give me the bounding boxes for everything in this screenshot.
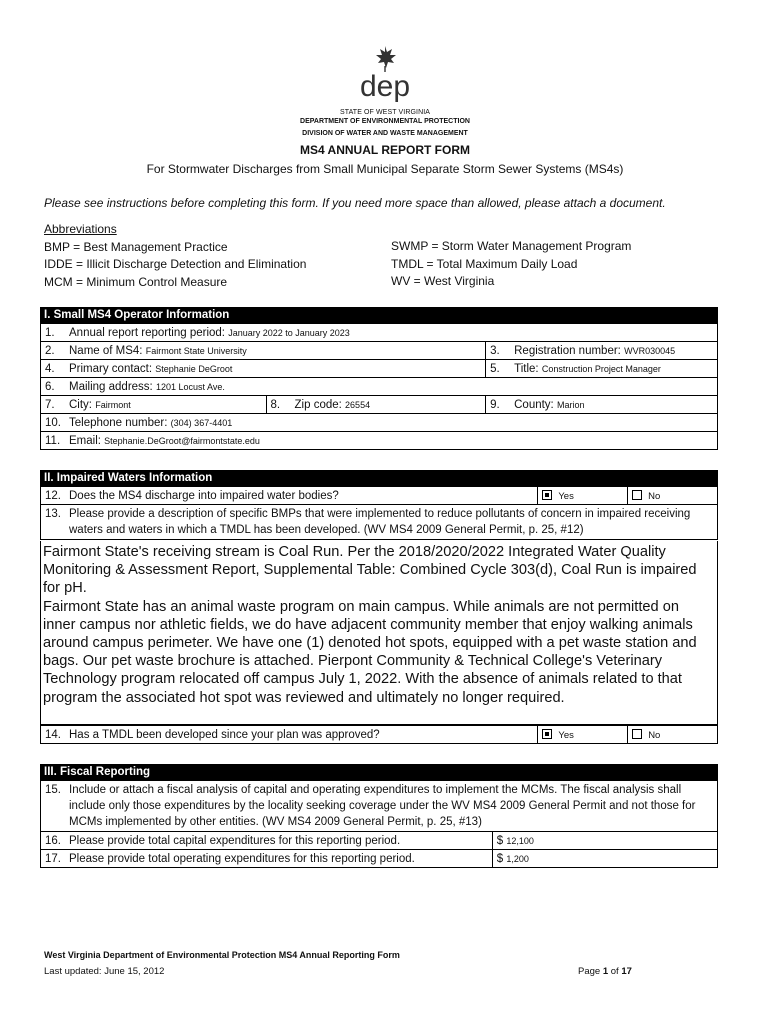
q10-cell[interactable]: 10. Telephone number: (304) 367-4401 bbox=[41, 414, 718, 432]
q14-yes-checkbox[interactable] bbox=[542, 729, 552, 739]
impaired-waters-table bbox=[40, 486, 718, 540]
q11-cell[interactable]: 11. Email: Stephanie.DeGroot@fairmontstate.edu bbox=[41, 432, 718, 450]
instructions-text: Please see instructions before completing this form. If you need more space than allowed, please attach a document. bbox=[44, 196, 666, 210]
answer-paragraph: Fairmont State's receiving stream is Coal Run. Per the 2018/2020/2022 Integrated Water Quality Monitoring & Assessment Report, Supplemental Table: Combined Cycle 303(d), Coal Run is impaired for pH. bbox=[43, 544, 697, 597]
q5-label: Title: bbox=[514, 362, 539, 375]
q14-no-option[interactable]: No bbox=[628, 726, 718, 744]
footer-title: West Virginia Department of Environmental Protection MS4 Annual Reporting Form bbox=[44, 950, 400, 960]
q1-cell[interactable]: 1. Annual report reporting period: January 2022 to January 2023 bbox=[41, 324, 718, 342]
abbreviation-item: IDDE = Illicit Discharge Detection and Elimination bbox=[44, 257, 307, 271]
q11-label: Email: bbox=[69, 434, 101, 447]
q12-label: Does the MS4 discharge into impaired water bodies? bbox=[69, 489, 339, 502]
q6-cell[interactable]: 6. Mailing address: 1201 Locust Ave. bbox=[41, 378, 718, 396]
ms4-name-value[interactable]: Fairmont State University bbox=[145, 345, 247, 356]
title-value[interactable]: Construction Project Manager bbox=[541, 363, 661, 374]
q7-label: City: bbox=[69, 398, 92, 411]
q4-cell[interactable]: 4. Primary contact: Stephanie DeGroot bbox=[41, 360, 486, 378]
svg-text:dep: dep bbox=[359, 70, 411, 102]
q1-label: Annual report reporting period: bbox=[69, 326, 225, 339]
q12-no-checkbox[interactable] bbox=[632, 490, 642, 500]
form-title: MS4 ANNUAL REPORT FORM bbox=[299, 143, 470, 157]
abbreviation-item: TMDL = Total Maximum Daily Load bbox=[391, 256, 578, 271]
mailing-address-value[interactable]: 1201 Locust Ave. bbox=[155, 381, 225, 392]
q15-cell: 15. Include or attach a fiscal analysis of capital and operating expenditures to implement the MCMs. The fiscal analysis shall include only those expenditures by the locality seeking coverage under the WV MS4 2009 General Permit and not those for MCMs implemented by other entities. (WV MS4 2009 General Permit, p. 25, #13) bbox=[41, 781, 718, 832]
page-number: Page 1 of 17 bbox=[578, 966, 632, 977]
q3-cell[interactable]: 3. Registration number: WVR030045 bbox=[486, 342, 718, 360]
section-3-heading: III. Fiscal Reporting bbox=[40, 764, 718, 780]
page-header bbox=[0, 44, 770, 140]
q2-cell[interactable]: 2. Name of MS4: Fairmont State University bbox=[41, 342, 486, 360]
q12-cell: 12. Does the MS4 discharge into impaired water bodies? bbox=[41, 487, 538, 505]
abbreviations-right bbox=[391, 238, 631, 291]
form-subtitle: For Stormwater Discharges from Small Municipal Separate Storm Sewer Systems (MS4s) bbox=[146, 162, 624, 176]
q17-label: Please provide total operating expenditures for this reporting period. bbox=[69, 852, 415, 865]
dep-logo bbox=[340, 44, 430, 102]
section-2-heading: II. Impaired Waters Information bbox=[40, 470, 718, 486]
q7-cell[interactable]: 7. City: Fairmont bbox=[41, 396, 267, 414]
operating-expenditures-value[interactable]: 1,200 bbox=[506, 853, 529, 864]
fiscal-reporting-table bbox=[40, 780, 718, 868]
reporting-period-value[interactable]: January 2022 to January 2023 bbox=[228, 327, 350, 338]
q8-label: Zip code: bbox=[294, 398, 342, 411]
q8-cell[interactable]: 8. Zip code: 26554 bbox=[266, 396, 486, 414]
abbreviation-item: MCM = Minimum Control Measure bbox=[44, 274, 228, 289]
abbreviation-item: WV = West Virginia bbox=[391, 274, 495, 288]
q9-cell[interactable]: 9. County: Marion bbox=[486, 396, 718, 414]
section-1-heading: I. Small MS4 Operator Information bbox=[40, 307, 718, 323]
q13-answer-field[interactable] bbox=[40, 541, 718, 725]
email-value[interactable]: Stephanie.DeGroot@fairmontstate.edu bbox=[104, 435, 260, 446]
q5-cell[interactable]: 5. Title: Construction Project Manager bbox=[486, 360, 718, 378]
q14-no-checkbox[interactable] bbox=[632, 729, 642, 739]
telephone-value[interactable]: (304) 367-4401 bbox=[170, 417, 233, 428]
division-name: DIVISION OF WATER AND WASTE MANAGEMENT bbox=[302, 130, 468, 137]
q16-cell: 16. Please provide total capital expenditures for this reporting period. bbox=[41, 832, 493, 850]
q6-label: Mailing address: bbox=[69, 380, 153, 393]
q12-yes-checkbox[interactable] bbox=[542, 490, 552, 500]
q15-label: Include or attach a fiscal analysis of capital and operating expenditures to implement the MCMs. The fiscal analysis shall include only those expenditures by the locality seeking coverage under the WV MS4 2009 General Permit and not those for MCMs implemented by other entities. (WV MS4 2009 General Permit, p. 25, #13) bbox=[69, 784, 696, 828]
city-value[interactable]: Fairmont bbox=[95, 399, 131, 410]
q14-label: Has a TMDL been developed since your plan was approved? bbox=[69, 728, 380, 741]
operator-info-table bbox=[40, 323, 718, 450]
operating-expenditures-field[interactable]: $ 1,200 bbox=[492, 850, 717, 868]
q13-cell: 13. Please provide a description of specific BMPs that were implemented to reduce pollutants of concern in impaired receiving waters and waters in which a TMDL has been developed. (WV MS4 2009 General Permit, p. 25, #12) bbox=[41, 505, 718, 540]
county-value[interactable]: Marion bbox=[556, 399, 585, 410]
zip-code-value[interactable]: 26554 bbox=[345, 399, 371, 410]
capital-expenditures-value[interactable]: 12,100 bbox=[506, 835, 534, 846]
abbreviation-item: BMP = Best Management Practice bbox=[44, 239, 228, 254]
q4-label: Primary contact: bbox=[69, 362, 153, 375]
q16-label: Please provide total capital expenditures for this reporting period. bbox=[69, 834, 401, 847]
q3-label: Registration number: bbox=[514, 344, 621, 357]
q9-label: County: bbox=[514, 398, 554, 411]
registration-number-value[interactable]: WVR030045 bbox=[624, 345, 676, 356]
footer-last-updated: Last updated: June 15, 2012 bbox=[44, 966, 165, 977]
q17-cell: 17. Please provide total operating expenditures for this reporting period. bbox=[41, 850, 493, 868]
q14-cell: 14. Has a TMDL been developed since your plan was approved? bbox=[41, 726, 538, 744]
abbreviations-left bbox=[44, 221, 306, 291]
q10-label: Telephone number: bbox=[69, 416, 168, 429]
department-name: DEPARTMENT OF ENVIRONMENTAL PROTECTION bbox=[300, 118, 470, 125]
q13-label: Please provide a description of specific BMPs that were implemented to reduce pollutants of concern in impaired receiving waters and waters in which a TMDL has been developed. (WV MS4 2009 General Permit, p. 25, #12) bbox=[69, 508, 691, 536]
abbreviation-item: SWMP = Storm Water Management Program bbox=[391, 239, 632, 253]
q12-no-option[interactable]: No bbox=[628, 487, 718, 505]
answer-paragraph: Fairmont State has an animal waste program on main campus. While animals are not permitted on inner campus nor athletic fields, we do have adjacent community member that enjoy walking animals around campus perimeter. We have one (1) denoted hot spots, equipped with a pet waste station and bags. Our pet waste brochure is attached. Pierpont Community & Technical College's Veterinary Technology program relocated off campus July 1, 2022. With the absence of animals related to that program the associated hot spot was reviewed and ultimately no longer required. bbox=[43, 598, 697, 706]
q14-table bbox=[40, 725, 718, 744]
q2-label: Name of MS4: bbox=[69, 344, 143, 357]
abbreviations-heading: Abbreviations bbox=[44, 222, 117, 236]
state-name: STATE OF WEST VIRGINIA bbox=[339, 109, 431, 116]
q14-yes-option[interactable]: Yes bbox=[538, 726, 628, 744]
primary-contact-value[interactable]: Stephanie DeGroot bbox=[155, 363, 233, 374]
capital-expenditures-field[interactable]: $ 12,100 bbox=[492, 832, 717, 850]
q12-yes-option[interactable]: Yes bbox=[538, 487, 628, 505]
